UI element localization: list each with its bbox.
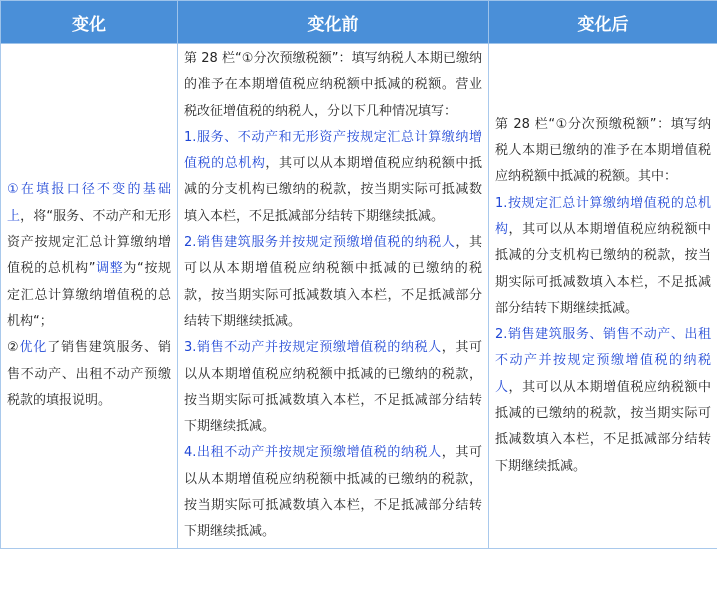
before-item-3 bbox=[184, 335, 482, 440]
after-cell bbox=[489, 44, 717, 549]
after-item-1-num: 1. bbox=[495, 195, 508, 211]
before-item-2-highlight: 销售建筑服务并按规定预缴增值税的纳税人 bbox=[196, 235, 456, 251]
before-item-1-num: 1. bbox=[184, 129, 197, 145]
change-point-2-text: 了销售建筑服务、销售不动产、出租不动产预缴税款的填报说明。 bbox=[7, 340, 171, 408]
after-item-1-highlight: 按规定汇总计算缴纳增值税的总机构 bbox=[495, 195, 711, 237]
before-item-1-text: ，其可以从本期增值税应纳税额中抵减的分支机构已缴纳的税款，按当期实际可抵减数填入本栏，不足抵减部分结转下期继续抵减。 bbox=[184, 156, 482, 224]
header-row bbox=[1, 1, 717, 44]
change-point-1-num: ① bbox=[7, 182, 21, 198]
before-item-2 bbox=[184, 230, 482, 335]
before-intro: 第 28 栏“①分次预缴税额”：填写纳税人本期已缴纳的准予在本期增值税应纳税额中抵减的税额。营业税改征增值税的纳税人，分以下几种情况填写： bbox=[184, 51, 482, 119]
change-point-2-highlight: 优化 bbox=[19, 340, 48, 356]
before-item-4-highlight: 出租不动产并按规定预缴增值税的纳税人 bbox=[196, 445, 442, 461]
before-item-3-highlight: 销售不动产并按规定预缴增值税的纳税人 bbox=[196, 340, 442, 356]
before-cell bbox=[178, 44, 489, 549]
before-item-4-num: 4. bbox=[184, 445, 197, 461]
before-item-1 bbox=[184, 125, 482, 230]
after-item-2-num: 2. bbox=[495, 327, 508, 343]
after-item-2-text: ，其可以从本期增值税应纳税额中抵减的已缴纳的税款，按当期实际可抵减数填入本栏，不足抵减部分结转下期继续抵减。 bbox=[495, 379, 711, 474]
after-item-1-text: ，其可以从本期增值税应纳税额中抵减的分支机构已缴纳的税款，按当期实际可抵减数填入本栏，不足抵减部分结转下期继续抵减。 bbox=[495, 221, 711, 316]
change-cell bbox=[1, 44, 178, 549]
after-item-1 bbox=[495, 191, 711, 322]
after-item-2 bbox=[495, 322, 711, 480]
after-item-2-highlight: 销售建筑服务、销售不动产、出租不动产并按规定预缴增值税的纳税人 bbox=[495, 327, 711, 395]
change-point-1-highlight-1: 在填报口径不变的基础上 bbox=[7, 182, 171, 224]
change-point-2-num: ② bbox=[7, 340, 20, 356]
change-point-1-text-1: ，将“服务、不动产和无形资产按规定汇总计算缴纳增值税的总机构” bbox=[7, 208, 171, 277]
before-item-2-num: 2. bbox=[184, 235, 197, 251]
change-point-1 bbox=[7, 177, 171, 335]
change-point-1-text-2: 为“按规定汇总计算缴纳增值税的总机构“； bbox=[7, 261, 171, 329]
change-point-1-highlight-2: 调整 bbox=[95, 261, 124, 277]
header-change: 变化 bbox=[1, 1, 178, 44]
after-intro: 第 28 栏“①分次预缴税额”：填写纳税人本期已缴纳的准予在本期增值税应纳税额中抵减的税额。其中： bbox=[495, 116, 711, 185]
before-item-2-text: ，其可以从本期增值税应纳税额中抵减的已缴纳的税款，按当期实际可抵减数填入本栏，不足抵减部分结转下期继续抵减。 bbox=[184, 235, 482, 329]
header-after: 变化后 bbox=[489, 1, 717, 44]
before-item-3-text: ，其可以从本期增值税应纳税额中抵减的已缴纳的税款，按当期实际可抵减数填入本栏，不足抵减部分结转下期继续抵减。 bbox=[184, 340, 482, 435]
before-item-3-num: 3. bbox=[184, 340, 197, 356]
header-before: 变化前 bbox=[178, 1, 489, 44]
change-point-2 bbox=[7, 335, 171, 414]
before-item-4 bbox=[184, 440, 482, 545]
content-row bbox=[1, 44, 717, 549]
before-item-1-highlight: 服务、不动产和无形资产按规定汇总计算缴纳增值税的总机构 bbox=[184, 129, 482, 172]
before-item-4-text: ，其可以从本期增值税应纳税额中抵减的已缴纳的税款，按当期实际可抵减数填入本栏，不足抵减部分结转下期继续抵减。 bbox=[184, 445, 482, 540]
